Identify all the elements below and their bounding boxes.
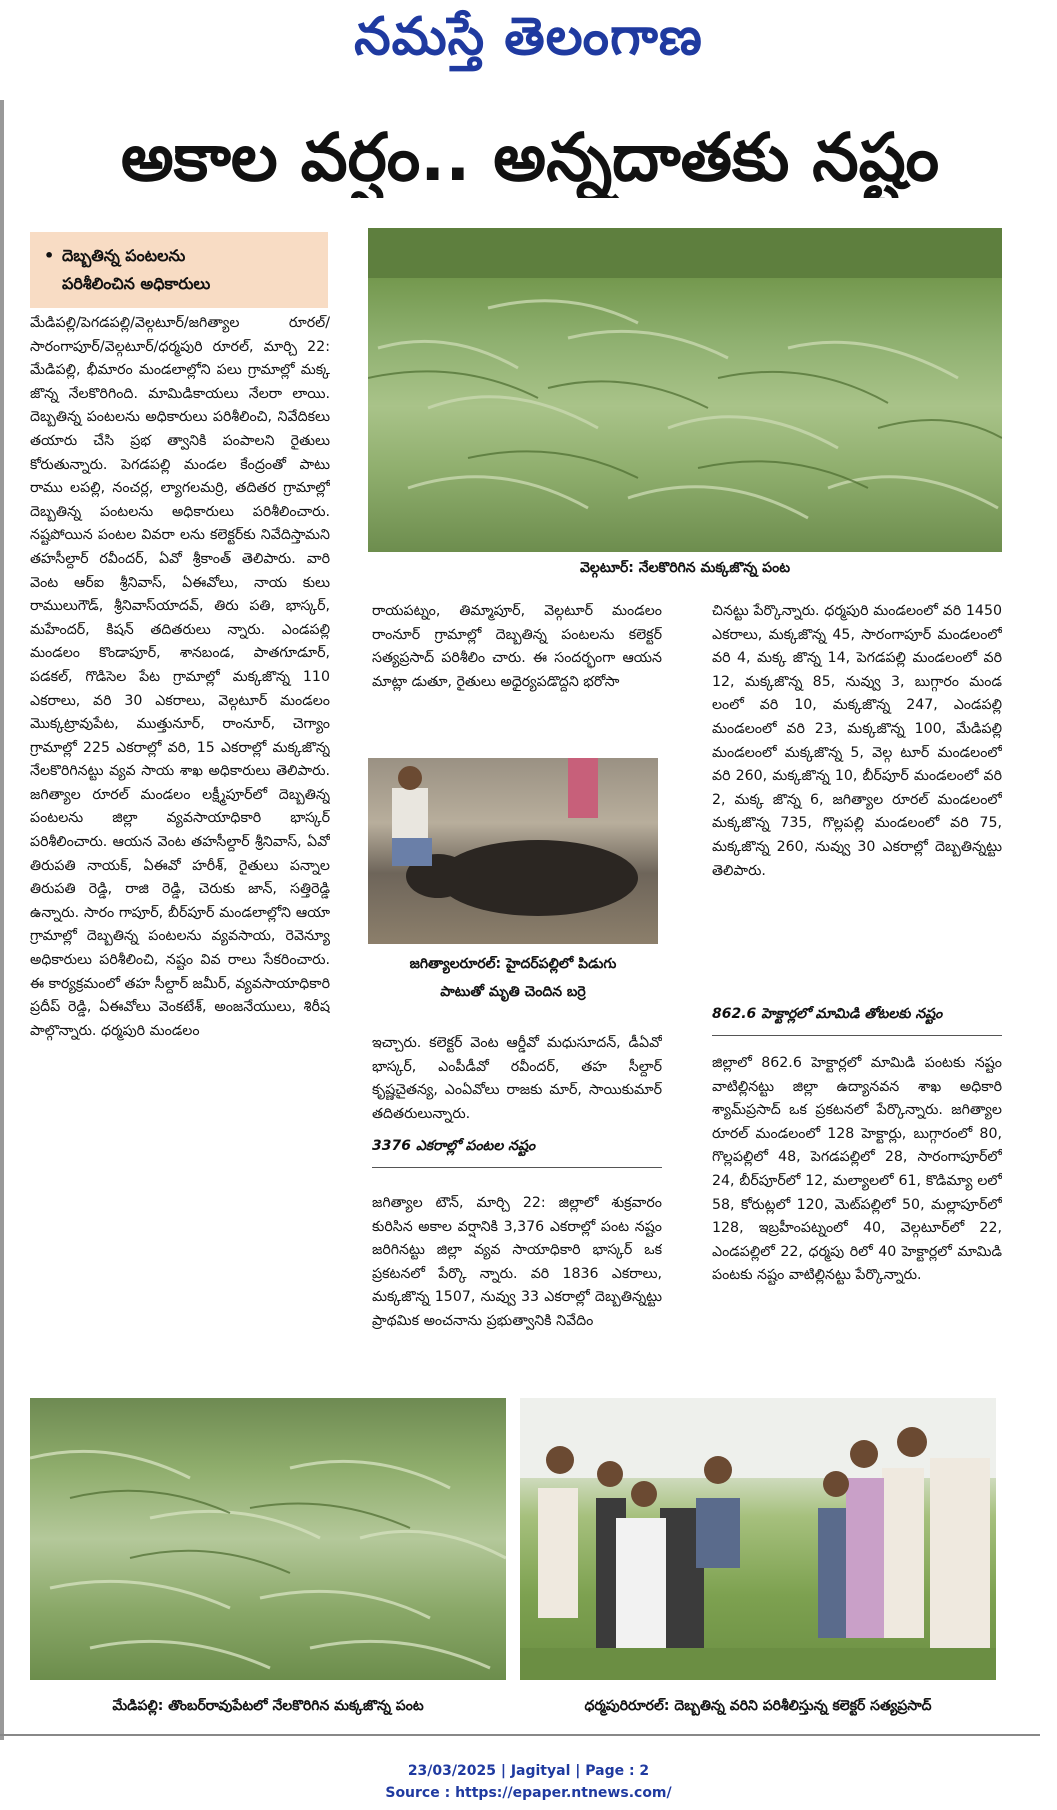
photo-1-caption: వెల్గటూర్: నేలకొరిగిన మక్కజొన్న పంట (579, 560, 791, 576)
article-column-2-middle (372, 1032, 662, 1132)
footer-rule (0, 1734, 1040, 1736)
highlight-box (30, 232, 328, 308)
photo-2-caption-line-1: జగిత్యాలరూరల్: హైదర్‌పల్లిలో పిడుగు (409, 956, 617, 972)
article-column-2-top (372, 600, 662, 748)
photo-3-caption: మేడిపల్లి: తొంబర్‌రావుపేటలో నేలకొరిగిన మక్కజొన్న పంట (112, 1698, 424, 1714)
photo-flattened-maize-field (368, 228, 1002, 552)
article-column-1 (30, 312, 330, 1390)
footer (0, 1760, 1057, 1804)
headline: అకాల వర్షం.. అన్నదాతకు నష్టం (120, 119, 940, 196)
article-column-2-bottom (372, 1192, 662, 1388)
highlight-line-1: దెబ్బతిన్న పంటలను (62, 246, 186, 265)
subheading-crop-loss-acres: 3376 ఎకరాల్లో పంటల నష్టం (372, 1138, 662, 1168)
footer-source-line: Source : https://epaper.ntnews.com/ (385, 1785, 672, 1801)
highlight-line-2: పరిశీలించిన అధికారులు (62, 274, 211, 293)
masthead-logo: నమస్తే తెలంగాణ (354, 6, 703, 67)
photo-collector-inspecting-paddy (520, 1398, 996, 1680)
photo-4-caption: ధర్మపురిరూరల్: దెబ్బతిన్న వరిని పరిశీలిస్తున్న కలెక్టర్ సత్యప్రసాద్ (584, 1698, 932, 1714)
footer-edition-line: 23/03/2025 | Jagityal | Page : 2 (407, 1763, 650, 1779)
photo-2-caption-line-2: పాటుతో మృతి చెందిన బర్రె (440, 984, 586, 1000)
column-2-middle-text: ఇచ్చారు. కలెక్టర్ వెంట ఆర్డీవో మధుసూదన్, డీఏవో భాస్కర్, ఎంపీడీవో రవీందర్, తహ సీల్దార్ కృష్ణచైతన్య, ఎంఏవోలు రాజకు మార్, సాయికుమార్ తదితరులున్నారు. (372, 1035, 662, 1122)
column-2-bottom-text: జగిత్యాల టౌన్, మార్చి 22: జిల్లాలో శుక్రవారం కురిసిన అకాల వర్షానికి 3,376 ఎకరాల్లో పంట నష్టం జరిగినట్టు జిల్లా వ్యవ సాయాధికారి భాస్కర్ ఒక ప్రకటనలో పేర్కొ న్నారు. వరి 1836 ఎకరాలు, మక్కజొన్న 1507, నువ్వు 33 ఎకరాల్లో దెబ్బతిన్నట్టు ప్రాథమిక అంచనాను ప్రభుత్వానికి నివేదిం (372, 1195, 662, 1329)
column-3-bottom-text: జిల్లాలో 862.6 హెక్టార్లలో మామిడి పంటకు నష్టం వాటిల్లినట్టు జిల్లా ఉద్యానవన శాఖ అధికారి శ్యామ్‌ప్రసాద్ ఒక ప్రకటనలో పేర్కొన్నారు. జగిత్యాల రూరల్ మండలంలో 128 హెక్టార్లు, బుగ్గారంలో 80, గొల్లపల్లిలో 48, పెగడపల్లిలో 28, సారంగాపూర్‌లో 24, బీర్‌పూర్‌లో 12, మల్యాలలో 61, కొడిమ్యా లలో 58, కోరుట్లలో 120, మెట్‌పల్లిలో 50, మల్లాపూర్‌లో 128, ఇబ్రహీంపట్నంలో 40, వెల్గటూర్‌లో 22, ఎండపల్లిలో 22, ధర్మపు రిలో 40 హెక్టార్లలో మామిడి పంటకు నష్టం వాటిల్లినట్టు పేర్కొన్నారు. (712, 1055, 1002, 1284)
bullet: • (44, 246, 55, 265)
photo-flattened-maize-medipalli (30, 1398, 506, 1680)
column-3-top-text: చినట్టు పేర్కొన్నారు. ధర్మపురి మండలంలో వరి 1450 ఎకరాలు, మక్కజొన్న 45, సారంగాపూర్ మండలంలో వరి 4, మక్క జొన్న 14, పెగడపల్లి మండలంలో వరి 12, మక్కజొన్న 85, నువ్వు 3, బుగ్గారం మండ లంలో వరి 10, మక్కజొన్న 247, ఎండపల్లి మండలంలో వరి 23, మక్కజొన్న 100, మేడిపల్లి మండలంలో మక్కజొన్న 5, వెల్గ టూర్ మండలంలో వరి 260, మక్కజొన్న 10, బీర్‌పూర్ మండలంలో వరి 2, మక్క జొన్న 6, జగిత్యాల రూరల్ మండలంలో మక్కజొన్న 735, గొల్లపల్లి మండలంలో వరి 75, మక్కజొన్న 260, నువ్వు 30 ఎకరాల్లో దెబ్బతిన్నట్టు తెలిపారు. (712, 603, 1002, 879)
column-2-top-text: రాయపట్నం, తిమ్మాపూర్, వెల్గటూర్ మండలం రాంనూర్ గ్రామాల్లో దెబ్బతిన్న పంటలను కలెక్టర్ సత్యప్రసాద్ పరిశీలిం చారు. ఈ సందర్భంగా ఆయన మాట్లా డుతూ, రైతులు అధైర్యపడొద్దని భరోసా (372, 603, 662, 690)
photo-dead-buffalo (368, 758, 658, 944)
column-1-text: మేడిపల్లి/పెగడపల్లి/వెల్గటూర్/జగిత్యాల రూరల్/సారంగాపూర్/వెల్గటూర్/ధర్మపురి రూరల్, మార్చి 22: మేడిపల్లి, భీమారం మండలాల్లోని పలు గ్రామాల్లో మక్క జొన్న నేలకొరిగింది. మామిడికాయలు నేలరా లాయి. దెబ్బతిన్న పంటలను అధికారులు పరిశీలించి, నివేదికలు తయారు చేసి ప్రభ త్వానికి పంపాలని రైతులు కోరుతున్నారు. పెగడపల్లి మండల కేంద్రంతో పాటు రాము లపల్లి, నంచర్ల, ల్యాగలమర్రి, తదితర గ్రామాల్లో దెబ్బతిన్న పంటలను అధికారులు పరిశీలించారు. నష్టపోయిన పంటల వివరా లను కలెక్టర్‌కు నివేదిస్తామని తహసీల్దార్ రవీందర్, ఏవో శ్రీకాంత్ తెలిపారు. వారి వెంట ఆర్ఐ శ్రీనివాస్, ఏఈవోలు, నాయ కులు రాములుగౌడ్, శ్రీనివాస్‌యాదవ్, తిరు పతి, భాస్కర్, మహేందర్, కిషన్ తదితరులు న్నారు. ఎండపల్లి మండలం కొండాపూర్, శానబండ, పాతగూడూర్, పడకల్, గొడిసెల పేట గ్రామాల్లో మక్కజొన్న 110 ఎకరాలు, వరి 30 ఎకరాలు, వెల్గటూర్ మండలం మొక్కట్రావుపేట, ముత్తునూర్, రాంనూర్, చెగ్యాం గ్రామాల్లో 225 ఎకరాల్లో వరి, 15 ఎకరాల్లో మక్కజొన్న నేలకొరిగినట్టు వ్యవ సాయ శాఖ అధికారులు తెలిపారు. జగిత్యాల రూరల్ మండలం లక్ష్మీపూర్‌లో దెబ్బతిన్న పంటలను జిల్లా వ్యవసాయాధికారి భాస్కర్ పరిశీలించారు. ఆయన వెంట తహసీల్దార్ శ్రీనివాస్, ఏవో తిరుపతి నాయక్, ఏఈవో హరీశ్, రైతులు పన్నాల తిరుపతి రెడ్డి, రాజి రెడ్డి, చెరుకు జాన్, సత్తిరెడ్డి ఉన్నారు. సారం గాపూర్, బీర్‌పూర్ మండలాల్లోని ఆయా గ్రామాల్లో దెబ్బతిన్న పంటలను వ్యవసాయ, రెవెన్యూ అధికారులు పరిశీలించి, నష్టం వివ రాలు సేకరించారు. ఈ కార్యక్రమంలో తహ సీల్దార్ జమీర్, వ్యవసాయాధికారి ప్రదీప్ రెడ్డి, ఏఈవోలు వెంకటేశ్, అంజనేయులు, శిరీష పాల్గొన్నారు. ధర్మపురి మండలం (30, 315, 330, 1039)
article-column-3-bottom (712, 1052, 1002, 1388)
photo-2-caption (368, 950, 658, 1010)
subheading-mango-loss: 862.6 హెక్టార్లలో మామిడి తోటలకు నష్టం (712, 1006, 1002, 1036)
article-column-3-top (712, 600, 1002, 1004)
left-margin-rule (0, 100, 4, 1740)
